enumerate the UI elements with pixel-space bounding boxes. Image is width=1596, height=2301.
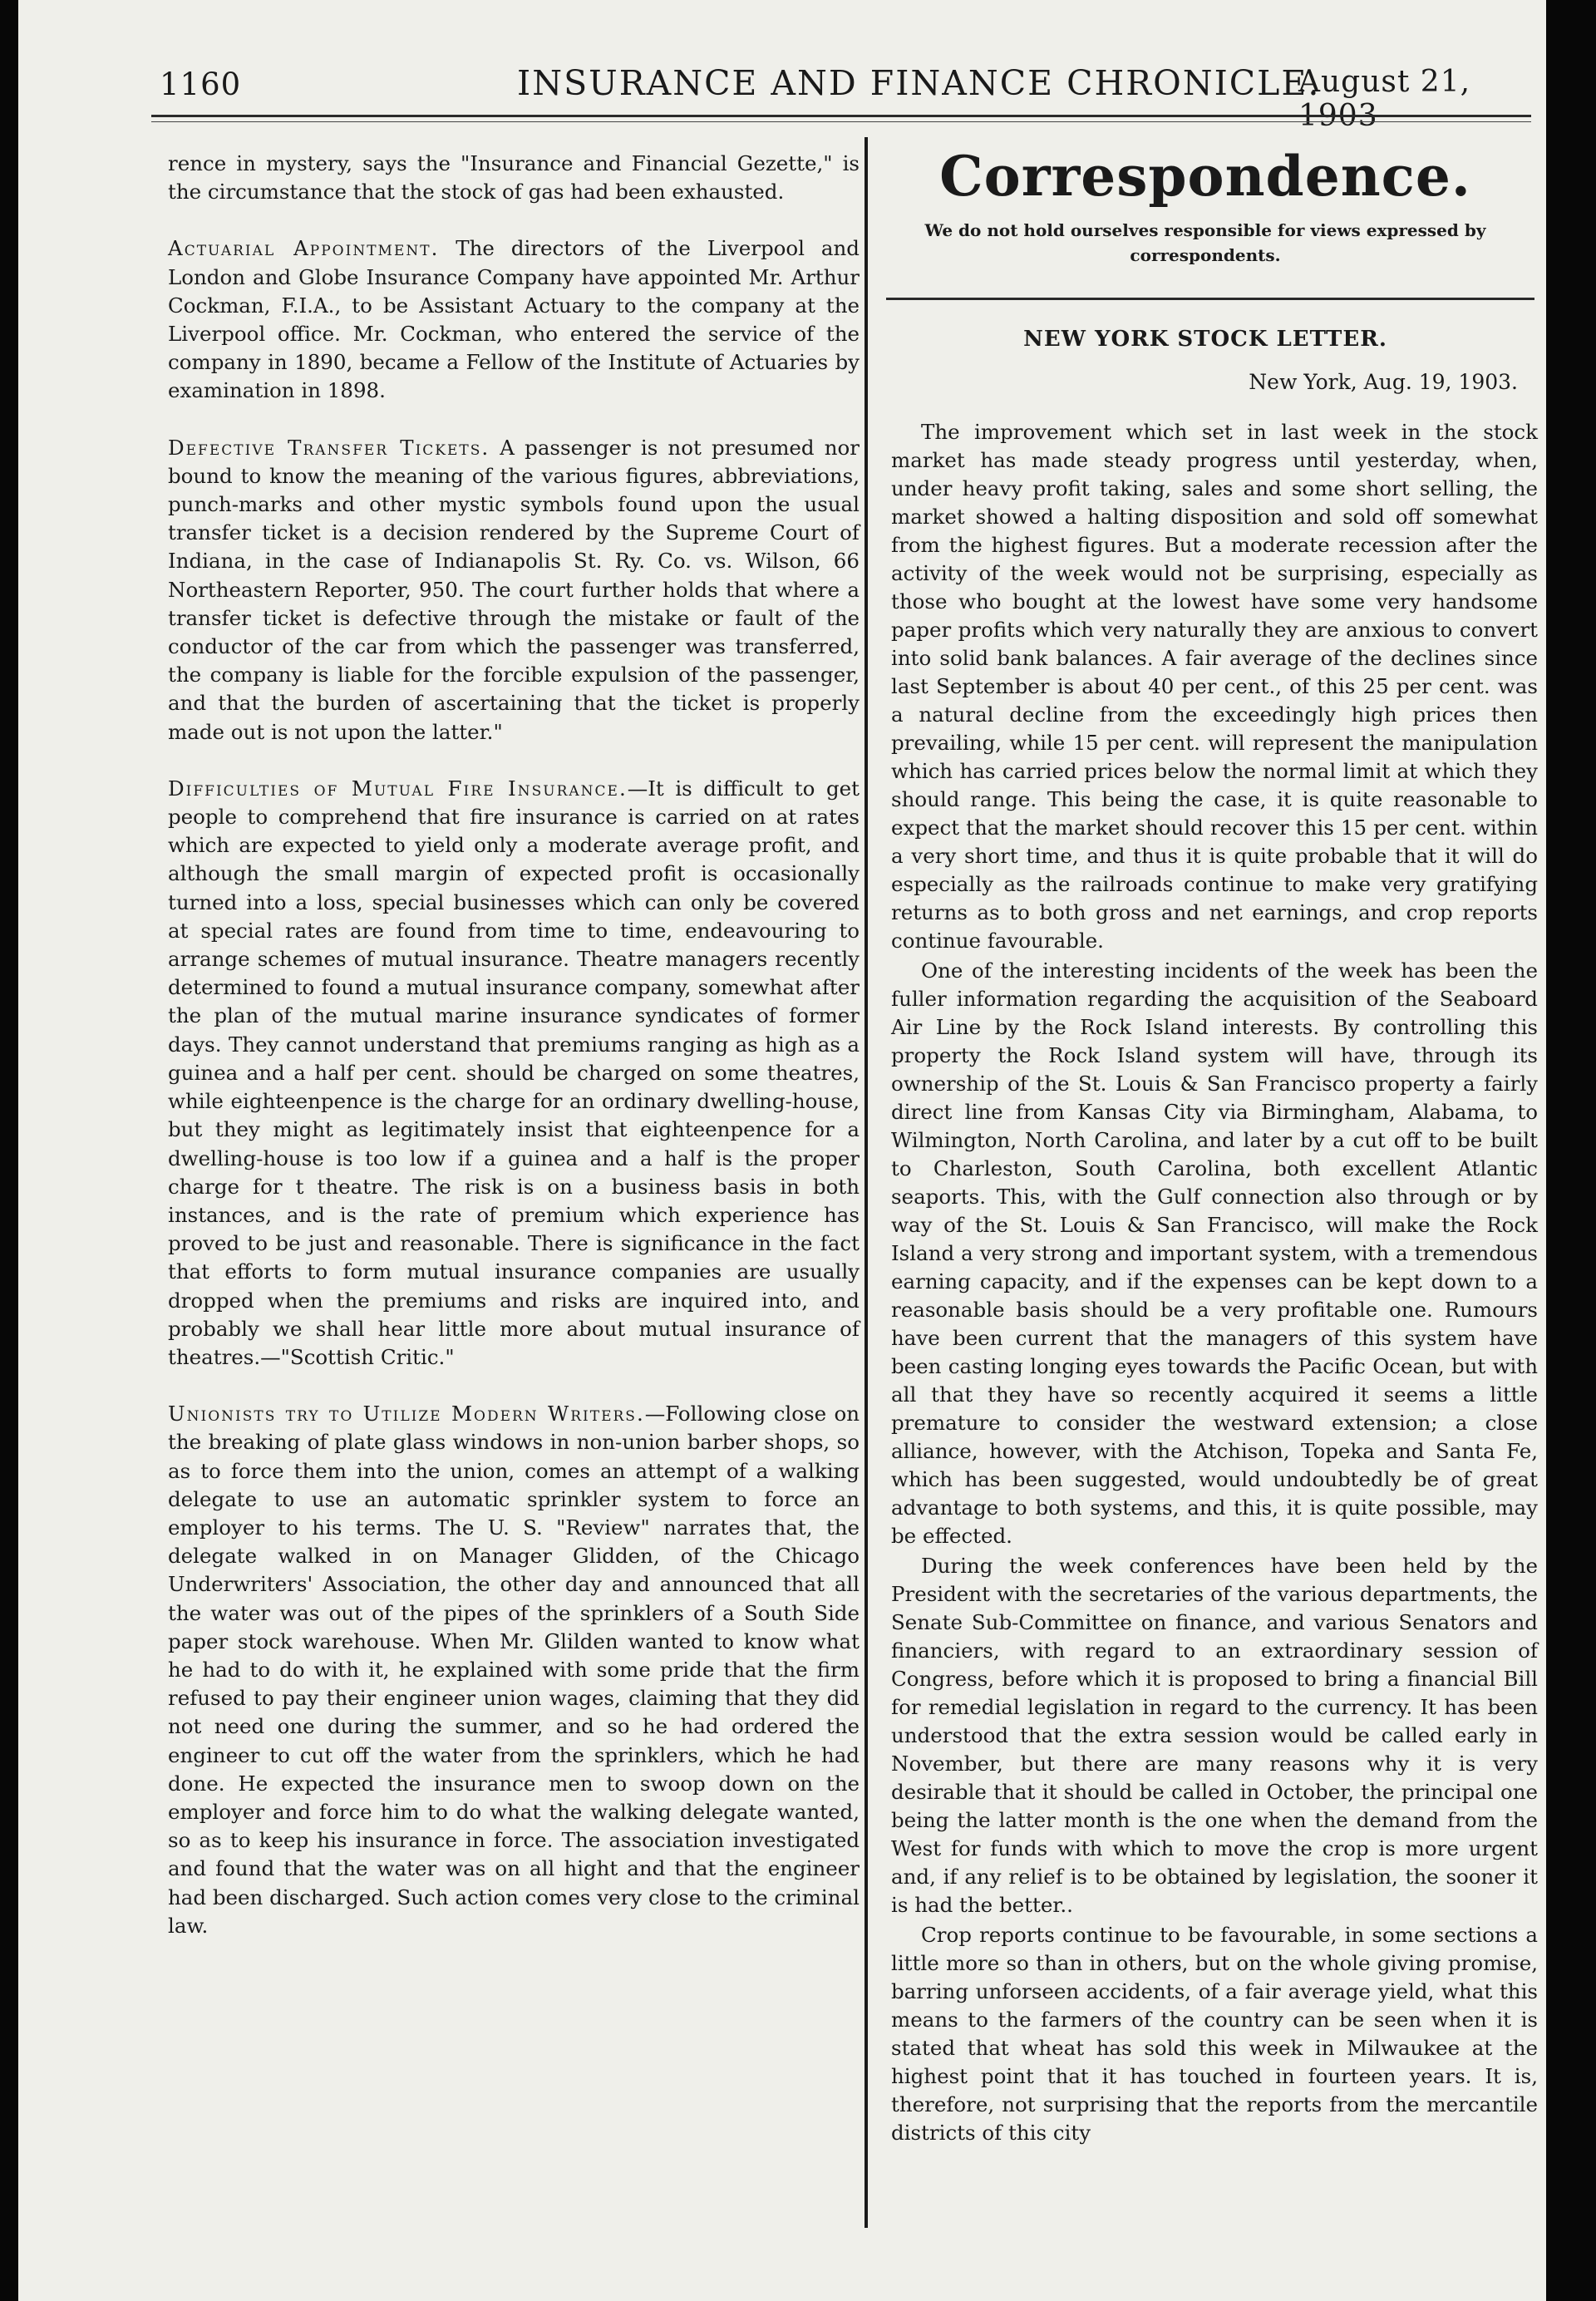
letter-title: NEW YORK STOCK LETTER. (1023, 327, 1387, 352)
article-heading: Actuarial Appointment. (168, 236, 440, 261)
publication-title: INSURANCE AND FINANCE CHRONICLE. (517, 63, 1321, 103)
article-heading: Difficulties of Mutual Fire Insurance. (168, 776, 628, 801)
page-header (18, 48, 1546, 133)
letter-paragraph: Crop reports continue to be favourable, in some sections a little more so than in others, but on the whole giving promise, barring unforseen accidents, of a fair average yield, what this means to the farmers of the country can be seen when it is stated that wheat has sold this week in Milwaukee at the highest point that it has touched in fourteen years. It is, therefore, not surprising that the reports from the mercantile districts of this city (891, 1923, 1538, 2145)
section-rule (886, 298, 1534, 300)
article-actuarial-appointment (168, 234, 860, 405)
newspaper-page (18, 0, 1546, 2301)
header-rule-thin (151, 121, 1531, 122)
column-divider (864, 137, 868, 2228)
article-text: A passenger is not presumed nor bound to know the meaning of the various figures, abbreviations, punch-marks and other mystic symbols found upon the usual transfer ticket is a decision rendered by the Supreme Court of Indiana, in the case of Indianapolis St. Ry. Co. vs. Wilson, 66 Northeastern Reporter, 950. The court further holds that where a transfer ticket is defective through the mistake or fault of the conductor of the car from which the passenger was transferred, the company is liable for the forcible expulsion of the passenger, and that the burden of ascertaining that the ticket is properly made out is not upon the latter." (168, 435, 860, 744)
article-mutual-fire-insurance (168, 775, 860, 1372)
right-column (873, 140, 1538, 2147)
article-text: —Following close on the breaking of plate glass windows in non-union barber shops, so as to force them into the union, comes an attempt of a walking delegate to use an automatic sprinkler system to force an employer to his terms. The U. S. "Review" narrates that, the delegate walked in on Manager Glidden, of the Chicago Underwriters' Association, the other day and announced that all the water was out of the pipes of the sprinklers of a South Side paper stock warehouse. When Mr. Glilden wanted to know what he had to do with it, he explained with some pride that the firm refused to pay their engineer union wages, claiming that they did not need one during the summer, and so he had ordered the engineer to cut off the water from the sprinklers, which he had done. He expected the insurance men to swoop down on the employer and force him to do what the walking delegate wanted, so as to keep his insurance in force. The association investigated and found that the water was on all hight and that the engineer had been discharged. Such action comes very close to the criminal law. (168, 1402, 860, 1938)
correspondence-heading: Correspondence. (939, 144, 1471, 209)
article-heading: Unionists try to Utilize Modern Writers. (168, 1402, 645, 1426)
letter-paragraph: During the week conferences have been held by the President with the secretaries of the various departments, the Senate Sub-Committee on finance, and various Senators and financiers, with regard to an extraordinary session of Congress, before which it is proposed to bring a financial Bill for remedial legislation in regard to the currency. It has been understood that the extra session would be called early in November, but there are many reasons why it is very desirable that it should be called in October, the principal one being the latter month is the one when the demand from the West for funds with which to move the crop is more urgent and, if any relief is to be obtained by legislation, the sooner it is had the better.. (891, 1554, 1538, 1917)
issue-date: August 21, 1903 (1298, 65, 1471, 133)
header-rule (151, 115, 1531, 117)
article-heading: Defective Transfer Tickets. (168, 435, 490, 460)
article-unionists-modern-writers (168, 1400, 860, 1940)
left-column (168, 150, 860, 1940)
letter-paragraph: One of the interesting incidents of the week has been the fuller information regarding the acquisition of the Seaboard Air Line by the Rock Island interests. By controlling this property the Rock Island system will have, through its ownership of the St. Louis & San Francisco property a fairly direct line from Kansas City via Birmingham, Alabama, to Wilmington, North Carolina, and later by a cut off to be built to Charleston, South Carolina, both excellent Atlantic seaports. This, with the Gulf connection also through or by way of the St. Louis & San Francisco, will make the Rock Island a very strong and important system, with a tremendous earning capacity, and if the expenses can be kept down to a reasonable basis should be a very profitable one. Rumours have been current that the managers of this system have been casting longing eyes towards the Pacific Ocean, but with all that they have so recently acquired it seems a little premature to consider the westward extension; a close alliance, however, with the Atchison, Topeka and Santa Fe, which has been suggested, would undoubtedly be of great advantage to both systems, and this, it is quite possible, may be effected. (891, 958, 1538, 1548)
article-defective-transfer-tickets (168, 434, 860, 746)
page-number: 1160 (160, 67, 242, 102)
dateline: New York, Aug. 19, 1903. (1249, 370, 1518, 394)
article-text: —It is difficult to get people to comprehend that fire insurance is carried on at rates which are expected to yield only a moderate average profit, and although the small margin of expected profit is occasionally turned into a loss, special businesses which can only be covered at special rates are found from time to time, endeavouring to arrange schemes of mutual insurance. Theatre managers recently determined to found a mutual insurance company, somewhat after the plan of the mutual marine insurance syndicates of former days. They cannot understand that premiums ranging as high as a guinea and a half per cent. should be charged on some theatres, while eighteenpence is the charge for an ordinary dwelling-house, but they might as legitimately insist that eighteenpence for a dwelling-house is too low if a guinea and a half is the proper charge for t theatre. The risk is on a business basis in both instances, and is the rate of premium which experience has proved to be just and reasonable. There is significance in the fact that efforts to form mutual insurance companies are usually dropped when the premiums and risks are inquired into, and probably we shall hear little more about mutual insurance of theatres.—"Scottish Critic." (168, 776, 860, 1369)
disclaimer: We do not hold ourselves responsible for views expressed by correspondents. (924, 220, 1486, 265)
letter-paragraph: The improvement which set in last week in the stock market has made steady progress until yesterday, when, under heavy profit taking, sales and some short selling, the market showed a halting disposition and sold off somewhat from the highest figures. But a moderate recession after the activity of the week would not be surprising, especially as those who bought at the lowest have some very handsome paper profits which very naturally they are anxious to convert into solid bank balances. A fair average of the declines since last September is about 40 per cent., of this 25 per cent. was a natural decline from the exceedingly high prices then prevailing, while 15 per cent. will represent the manipulation which has carried prices below the normal limit at which they should range. This being the case, it is quite reasonable to expect that the market should recover this 15 per cent. within a very short time, and thus it is quite probable that it will do especially as the railroads continue to make very gratifying returns as to both gross and net earnings, and crop reports continue favourable. (891, 420, 1538, 953)
article-text: The directors of the Liverpool and London and Globe Insurance Company have appointed Mr. Arthur Cockman, F.I.A., to be Assistant Actuary to the company at the Liverpool office. Mr. Cockman, who entered the service of the company in 1890, became a Fellow of the Institute of Actuaries by examination in 1898. (168, 236, 860, 403)
letter-body (873, 418, 1538, 2147)
continued-paragraph: rence in mystery, says the "Insurance and Financial Gezette," is the circumstance that the stock of gas had been exhausted. (168, 151, 860, 204)
